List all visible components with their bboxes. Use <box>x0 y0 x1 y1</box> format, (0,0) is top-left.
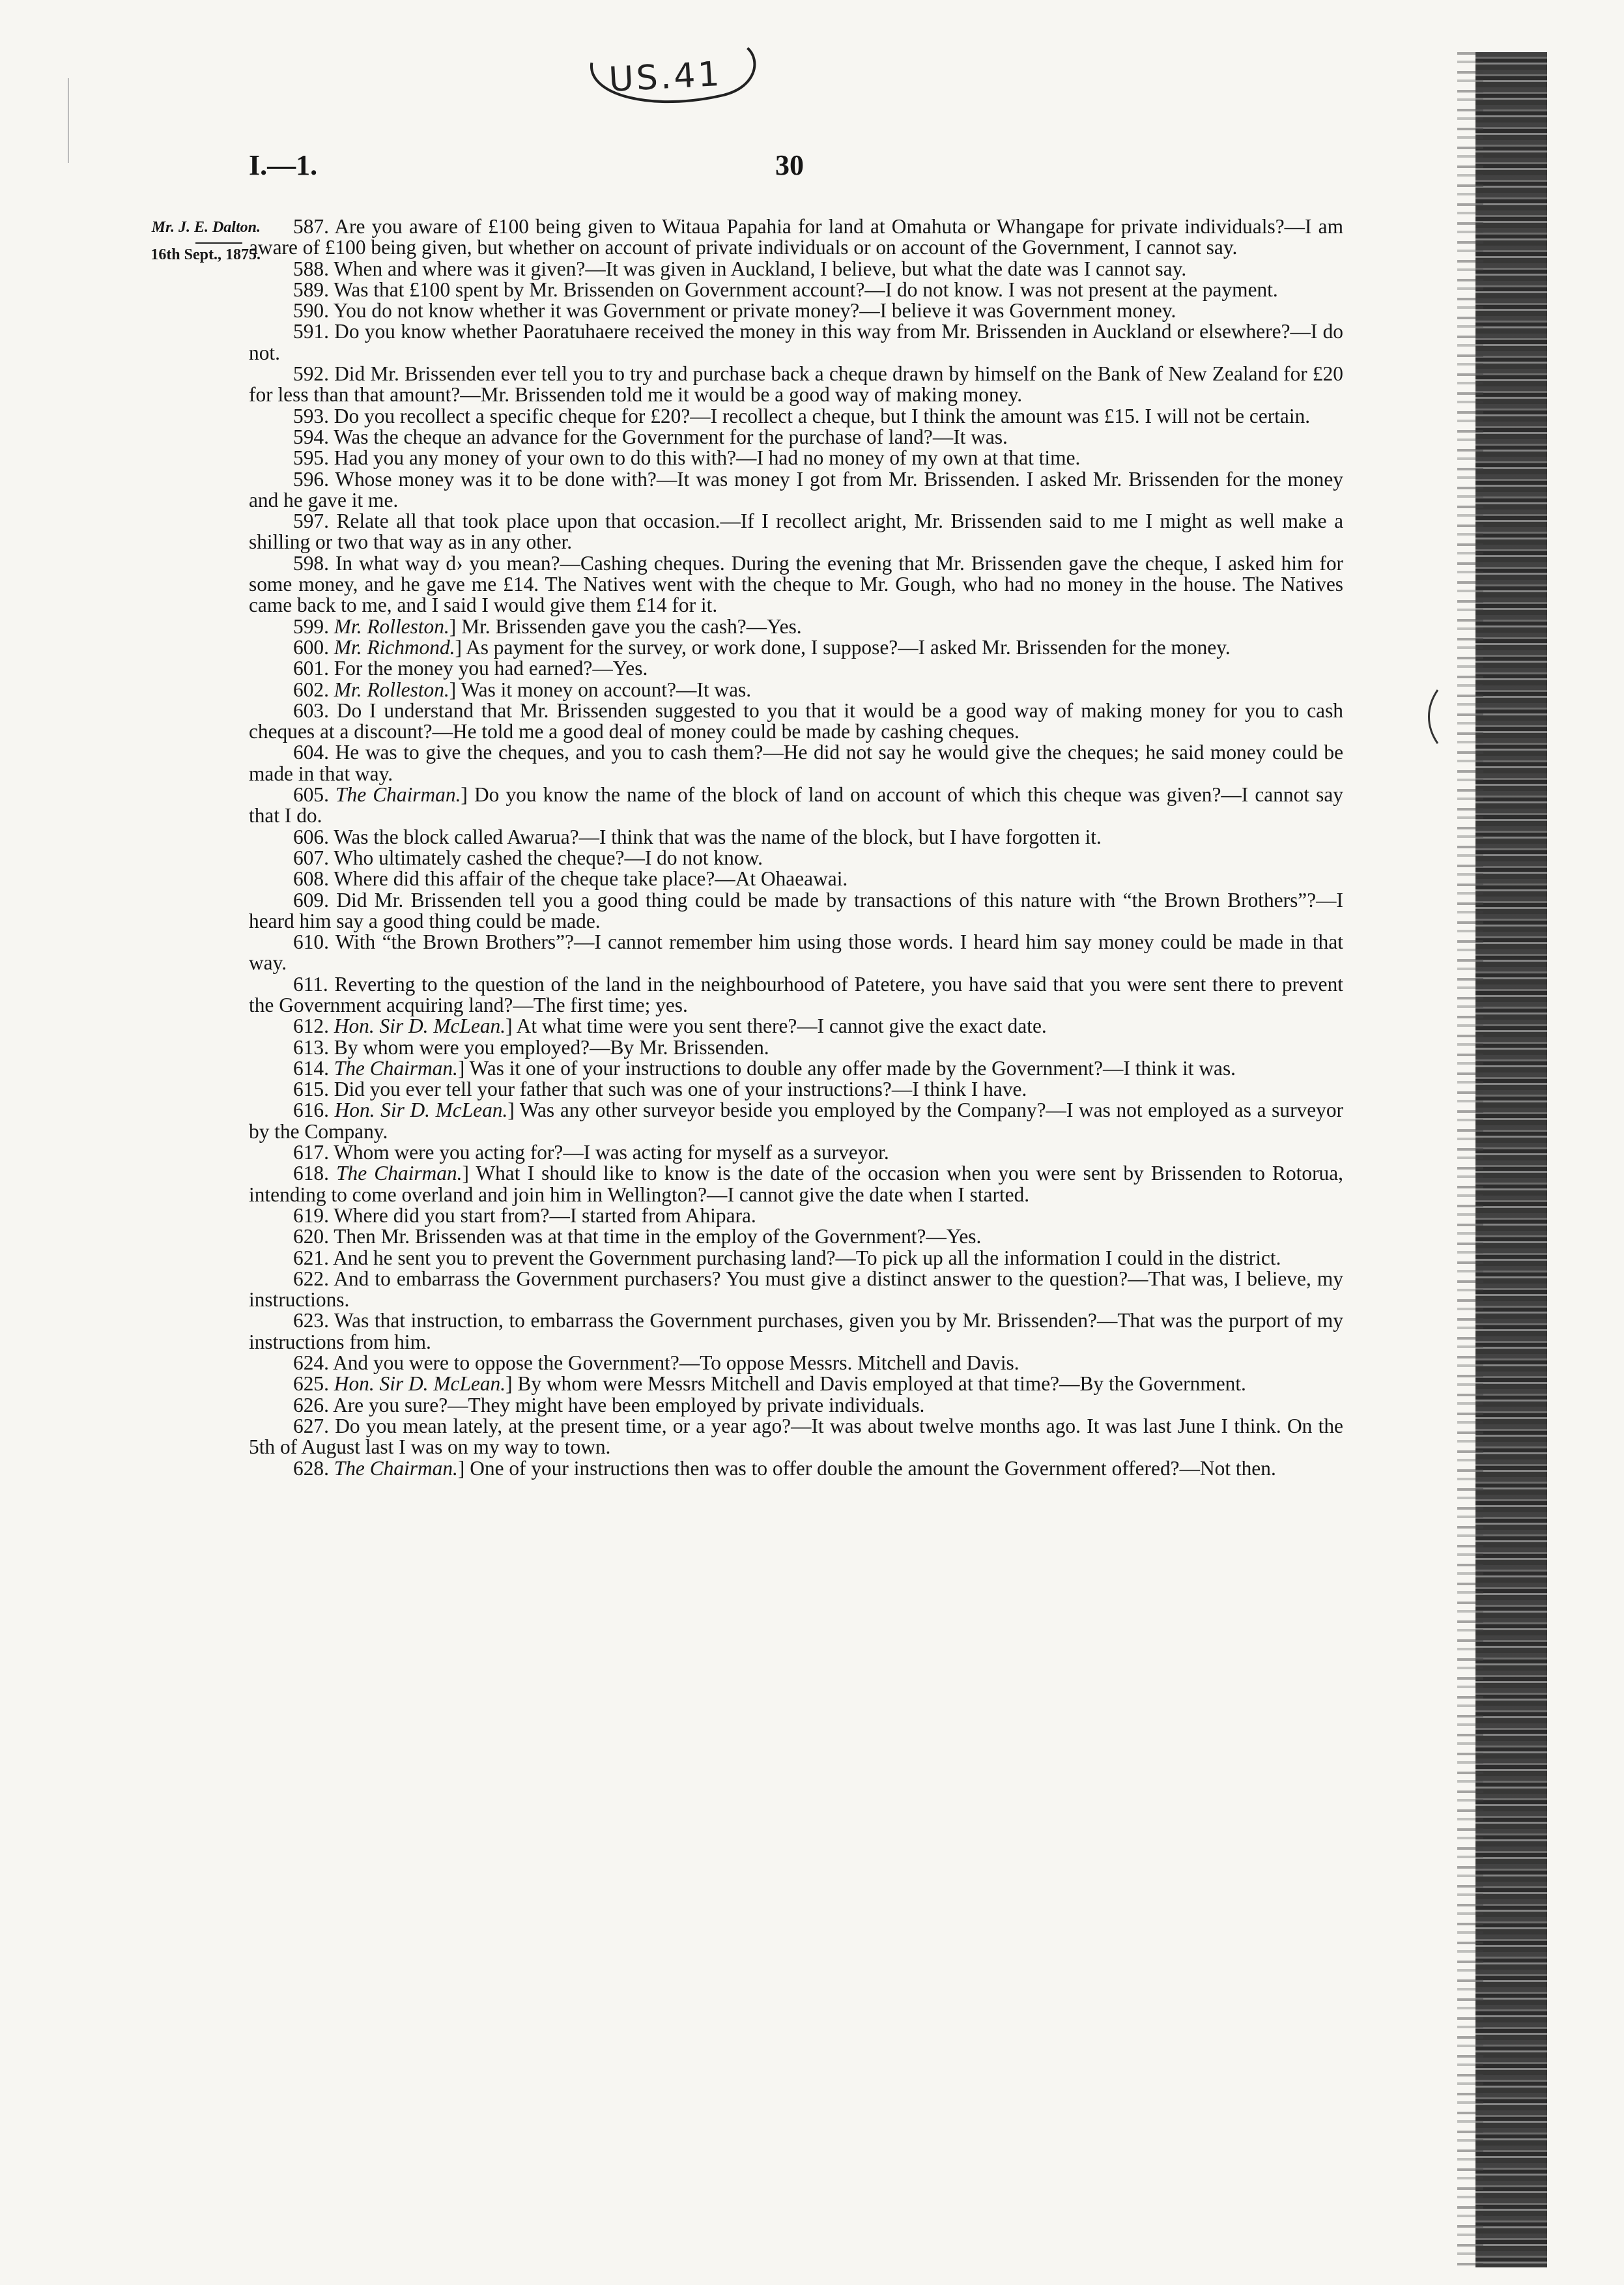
question-text: Had you any money of your own to do this with?—I had no money of my own at that time. <box>334 446 1081 470</box>
question-paragraph <box>249 1205 1343 1226</box>
question-number: 601. <box>293 657 334 680</box>
question-paragraph <box>249 742 1343 784</box>
question-paragraph <box>249 932 1343 974</box>
question-number: 602. <box>293 678 334 701</box>
question-number: 611. <box>293 972 335 996</box>
question-text: Do you recollect a specific cheque for £20?—I recollect a cheque, but I think the amount was £15. I will not be certain. <box>334 404 1311 427</box>
question-text: In what way d› you mean?—Cashing cheques. During the evening that Mr. Brissenden gave the cheque, I asked him for some money, and he gave me £14. The Natives went with the cheque to Mr. Gough, who had no money in the house. The Natives came back to me, and I said I would give them £14 for it. <box>249 551 1344 617</box>
question-number: 625. <box>293 1372 334 1396</box>
question-paragraph <box>249 700 1343 743</box>
question-number: 596. <box>293 467 335 491</box>
question-text: By whom were you employed?—By Mr. Brissenden. <box>334 1035 769 1059</box>
question-number: 603. <box>293 698 337 722</box>
question-text: You do not know whether it was Government or private money?—I believe it was Government money. <box>333 299 1176 323</box>
question-number: 616. <box>293 1099 335 1122</box>
question-text: Was that instruction, to embarrass the Government purchases, given you by Mr. Brissenden?—That was the purport of my instructions from him. <box>249 1309 1343 1353</box>
speaker-name: Hon. Sir D. McLean. <box>334 1014 506 1038</box>
question-number: 604. <box>293 741 335 764</box>
question-text: Do I understand that Mr. Brissenden suggested to you that it would be a good way of making money for you to cash cheques at a discount?—He told me a good deal of money could be made by cashing cheques. <box>249 698 1343 743</box>
witness-name: Mr. J. E. Dalton. <box>151 219 261 236</box>
question-paragraph: 605. The Chairman.] Do you know the name of the block of land on account of which this cheque was given?—I cannot say that I do. <box>249 783 1343 827</box>
annotation-text: US.41 <box>608 54 723 100</box>
question-text: Was it one of your instructions to double any offer made by the Government?—I think it was. <box>469 1056 1236 1080</box>
question-paragraph <box>249 869 1343 889</box>
evidence-text <box>249 216 1343 1479</box>
margin-bracket-mark <box>1423 687 1443 746</box>
question-paragraph: 614. The Chairman.] Was it one of your instructions to double any offer made by the Government?—I think it was. <box>293 1056 1236 1080</box>
question-number: 590. <box>293 299 334 323</box>
question-text: Then Mr. Brissenden was at that time in the employ of the Government?—Yes. <box>334 1225 982 1248</box>
question-text: Did Mr. Brissenden tell you a good thing could be made by transactions of this nature with “the Brown Brothers”?—I heard him say a good thing could be made. <box>249 888 1343 932</box>
question-text: Was that £100 spent by Mr. Brissenden on Government account?—I do not know. I was not present at the payment. <box>334 278 1278 301</box>
question-paragraph: 612. Hon. Sir D. McLean.] At what time were you sent there?—I cannot give the exact date. <box>293 1014 1047 1038</box>
question-paragraph <box>249 300 1343 321</box>
question-number: 626. <box>293 1393 334 1416</box>
question-text: And he sent you to prevent the Government purchasing land?—To pick up all the information I could in the district. <box>333 1246 1281 1269</box>
question-number: 623. <box>293 1309 335 1332</box>
question-text: One of your instructions then was to offer double the amount the Government offered?—Not then. <box>470 1456 1276 1480</box>
question-number: 589. <box>293 278 334 301</box>
question-paragraph: 600. Mr. Richmond.] As payment for the survey, or work done, I suppose?—I asked Mr. Brissenden for the money. <box>293 635 1231 659</box>
question-text: Are you aware of £100 being given to Witaua Papahia for land at Omahuta or Whangape for private individuals?—I am aware of £100 being given, but whether on account of private individuals or on account of the Government, I cannot say. <box>249 215 1343 259</box>
speaker-name: The Chairman. <box>334 1456 458 1480</box>
question-number: 620. <box>293 1225 334 1248</box>
question-text: Do you mean lately, at the present time, or a year ago?—It was about twelve months ago. It was last June I think. On the 5th of August last I was on my way to town. <box>249 1414 1343 1459</box>
question-paragraph <box>249 448 1343 468</box>
question-number: 595. <box>293 446 334 470</box>
question-text: Do you know the name of the block of land on account of which this cheque was given?—I cannot say that I do. <box>249 783 1343 827</box>
speaker-name: The Chairman. <box>334 1056 458 1080</box>
question-text: Whose money was it to be done with?—It was money I got from Mr. Brissenden. I asked Mr. Brissenden for the money and he gave it me. <box>249 467 1343 511</box>
speaker-name: Hon. Sir D. McLean. <box>334 1372 506 1396</box>
question-number: 622. <box>293 1267 334 1290</box>
question-paragraph <box>249 1226 1343 1247</box>
question-paragraph: 628. The Chairman.] One of your instructions then was to offer double the amount the Government offered?—Not then. <box>293 1456 1276 1480</box>
question-text: He was to give the cheques, and you to cash them?—He did not say he would give the cheques; he said money could be made in that way. <box>249 741 1344 785</box>
question-number: 597. <box>293 510 337 533</box>
question-text: When and where was it given?—It was given in Auckland, I believe, but what the date was I cannot say. <box>334 257 1187 280</box>
question-paragraph <box>249 1142 1343 1163</box>
speaker-name: Mr. Rolleston. <box>334 678 449 701</box>
question-paragraph <box>249 216 1343 259</box>
question-paragraph <box>249 1416 1343 1458</box>
question-number: 587. <box>293 215 335 238</box>
question-text: At what time were you sent there?—I cannot give the exact date. <box>516 1014 1047 1038</box>
question-number: 599. <box>293 614 334 638</box>
question-number: 614. <box>293 1056 334 1080</box>
question-number: 600. <box>293 635 334 659</box>
question-text: Where did you start from?—I started from Ahipara. <box>334 1203 756 1227</box>
question-paragraph <box>249 1310 1343 1353</box>
question-text: As payment for the survey, or work done, I suppose?—I asked Mr. Brissenden for the money. <box>466 635 1231 659</box>
question-paragraph <box>249 553 1343 616</box>
question-number: 619. <box>293 1203 334 1227</box>
question-paragraph <box>249 974 1343 1016</box>
question-number: 613. <box>293 1035 334 1059</box>
question-paragraph: 618. The Chairman.] What I should like to know is the date of the occasion when you were sent by Brissenden to Rotorua, intending to come overland and join him in Wellington?—I cannot give the date when I started. <box>249 1162 1344 1206</box>
question-number: 606. <box>293 825 334 848</box>
question-text: What I should like to know is the date of the occasion when you were sent by Brissenden to Rotorua, intending to come overland and join him in Wellington?—I cannot give the date when I started. <box>249 1162 1344 1206</box>
question-text: With “the Brown Brothers”?—I cannot remember him using those words. I heard him say money could be made in that way. <box>249 930 1343 975</box>
question-text: Was it money on account?—It was. <box>461 678 752 701</box>
question-paragraph <box>249 1269 1343 1311</box>
question-paragraph <box>249 259 1343 280</box>
margin-dash <box>195 242 242 244</box>
question-number: 607. <box>293 846 334 869</box>
question-text: Reverting to the question of the land in the neighbourhood of Patetere, you have said that you were sent there to prevent the Government acquiring land?—The first time; yes. <box>249 972 1343 1016</box>
question-paragraph <box>249 280 1343 300</box>
question-paragraph <box>249 511 1343 553</box>
question-number: 621. <box>293 1246 334 1269</box>
question-number: 618. <box>293 1162 337 1185</box>
question-number: 612. <box>293 1014 334 1038</box>
question-number: 594. <box>293 425 334 448</box>
margin-rule <box>68 78 69 163</box>
question-number: 615. <box>293 1078 334 1101</box>
question-text: Mr. Brissenden gave you the cash?—Yes. <box>461 614 802 638</box>
question-number: 592. <box>293 362 335 386</box>
question-number: 605. <box>293 783 336 807</box>
question-paragraph <box>249 1353 1343 1373</box>
report-reference: I.—1. <box>249 149 318 181</box>
question-paragraph: 602. Mr. Rolleston.] Was it money on account?—It was. <box>293 678 752 701</box>
question-paragraph: 599. Mr. Rolleston.] Mr. Brissenden gave you the cash?—Yes. <box>293 614 802 638</box>
question-text: Did Mr. Brissenden ever tell you to try and purchase back a cheque drawn by himself on the Bank of New Zealand for £20 for less than that amount?—Mr. Brissenden told me it would be a good way of making money. <box>249 362 1343 407</box>
speaker-name: The Chairman. <box>335 783 461 807</box>
question-paragraph <box>249 848 1343 869</box>
question-paragraph <box>249 1079 1343 1100</box>
question-text: Are you sure?—They might have been employed by private individuals. <box>333 1393 925 1416</box>
question-number: 609. <box>293 888 337 912</box>
hearing-date: 16th Sept., 1875. <box>150 246 261 263</box>
speaker-name: The Chairman. <box>336 1162 463 1185</box>
question-text: Was the cheque an advance for the Government for the purchase of land?—It was. <box>334 425 1008 448</box>
question-paragraph <box>249 427 1343 448</box>
speaker-name: Mr. Rolleston. <box>334 614 449 638</box>
question-number: 593. <box>293 404 334 427</box>
question-paragraph <box>249 406 1343 427</box>
question-paragraph <box>249 658 1343 679</box>
question-text: Was any other surveyor beside you employed by the Company?—I was not employed as a surveyor by the Company. <box>249 1099 1343 1143</box>
question-text: By whom were Messrs Mitchell and Davis employed at that time?—By the Government. <box>517 1372 1246 1396</box>
question-paragraph <box>249 1395 1343 1416</box>
question-paragraph: 625. Hon. Sir D. McLean.] By whom were Messrs Mitchell and Davis employed at that time?—By the Government. <box>293 1372 1246 1396</box>
question-text: And to embarrass the Government purchasers? You must give a distinct answer to the question?—That was, I believe, my instructions. <box>249 1267 1343 1312</box>
speaker-name: Mr. Richmond. <box>334 635 455 659</box>
question-number: 608. <box>293 867 334 891</box>
question-paragraph <box>249 321 1343 364</box>
question-text: Where did this affair of the cheque take place?—At Ohaeawai. <box>334 867 848 891</box>
scan-binding-edge <box>1475 52 1547 2267</box>
question-paragraph <box>249 1037 1343 1058</box>
question-paragraph <box>249 364 1343 406</box>
question-text: Did you ever tell your father that such was one of your instructions?—I think I have. <box>334 1078 1027 1101</box>
question-paragraph <box>249 827 1343 848</box>
question-number: 598. <box>293 551 335 575</box>
question-paragraph <box>249 1248 1343 1269</box>
page-number: 30 <box>775 149 804 181</box>
question-number: 610. <box>293 930 335 954</box>
question-text: For the money you had earned?—Yes. <box>334 657 648 680</box>
question-number: 591. <box>293 320 335 343</box>
question-text: Do you know whether Paoratuhaere received the money in this way from Mr. Brissenden in Auckland or elsewhere?—I do not. <box>249 320 1344 364</box>
question-text: Whom were you acting for?—I was acting for myself as a surveyor. <box>334 1141 889 1164</box>
question-paragraph <box>249 469 1343 511</box>
speaker-name: Hon. Sir D. McLean. <box>334 1099 508 1122</box>
question-paragraph <box>249 890 1343 932</box>
question-paragraph: 616. Hon. Sir D. McLean.] Was any other surveyor beside you employed by the Company?—I was not employed as a surveyor by the Company. <box>249 1099 1343 1143</box>
question-number: 627. <box>293 1414 335 1437</box>
question-number: 588. <box>293 257 334 280</box>
question-text: Was the block called Awarua?—I think that was the name of the block, but I have forgotten it. <box>334 825 1102 848</box>
question-number: 628. <box>293 1456 334 1480</box>
question-text: Who ultimately cashed the cheque?—I do not know. <box>334 846 763 869</box>
handwritten-annotation <box>571 40 770 122</box>
question-number: 624. <box>293 1351 334 1375</box>
question-text: Relate all that took place upon that occasion.—If I recollect aright, Mr. Brissenden said to me I might as well make a shilling or two that way as in any other. <box>249 510 1343 554</box>
question-number: 617. <box>293 1141 334 1164</box>
question-text: And you were to oppose the Government?—To oppose Messrs. Mitchell and Davis. <box>333 1351 1019 1375</box>
